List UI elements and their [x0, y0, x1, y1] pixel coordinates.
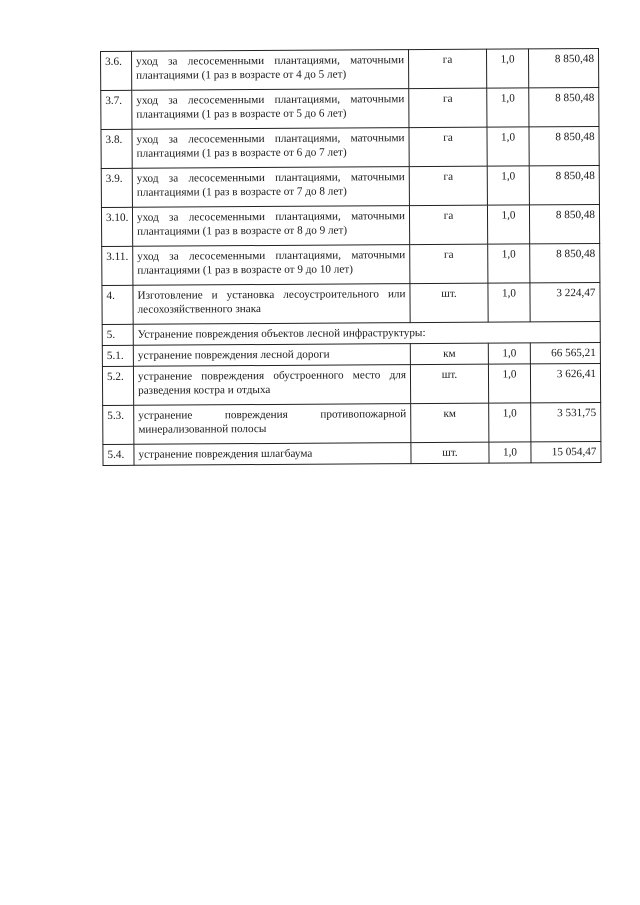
unit-of-measure: шт. [411, 442, 489, 463]
work-description: устранение повреждения лесной дороги [133, 344, 410, 367]
quantity: 1,0 [487, 88, 529, 127]
section-heading: Устранение повреждения объектов лесной инфраструктуры: [133, 321, 600, 345]
work-description: устранение повреждения шлагбаума [134, 443, 411, 466]
unit-of-measure: га [408, 49, 486, 88]
quantity: 1,0 [488, 283, 530, 322]
work-description: уход за лесосеменными плантациями, маточными плантациями (1 раз в возрасте от 4 до 5 лет) [132, 50, 409, 91]
quantity: 1,0 [487, 205, 529, 244]
table-row [102, 243, 600, 285]
quantity: 1,0 [488, 244, 530, 283]
unit-of-measure: шт. [410, 283, 488, 322]
row-number: 3.9. [101, 168, 132, 207]
unit-of-measure: га [409, 127, 487, 166]
table-row [101, 165, 599, 207]
price: 3 531,75 [531, 402, 601, 441]
table-row [102, 282, 600, 324]
price: 66 565,21 [530, 342, 600, 363]
unit-of-measure: га [409, 205, 487, 244]
row-number: 5.4. [103, 444, 134, 465]
row-number: 5.1. [102, 345, 133, 366]
unit-of-measure: км [410, 343, 488, 364]
quantity: 1,0 [489, 403, 531, 442]
work-description: уход за лесосеменными плантациями, маточными плантациями (1 раз в возрасте от 5 до 6 лет) [132, 89, 409, 130]
price: 15 054,47 [531, 441, 601, 462]
price: 3 224,47 [530, 282, 600, 321]
price: 8 850,48 [530, 243, 600, 282]
quantity: 1,0 [488, 364, 530, 403]
unit-of-measure: шт. [410, 364, 488, 403]
table-row [102, 363, 600, 405]
table-row [101, 48, 599, 90]
row-number: 5.3. [103, 405, 134, 444]
work-description: уход за лесосеменными плантациями, маточными плантациями (1 раз в возрасте от 8 до 9 лет) [132, 206, 409, 247]
quantity: 1,0 [486, 49, 528, 88]
quantity: 1,0 [489, 442, 531, 463]
work-description: уход за лесосеменными плантациями, маточными плантациями (1 раз в возрасте от 6 до 7 лет) [132, 128, 409, 169]
price: 8 850,48 [529, 165, 599, 204]
quantity: 1,0 [487, 127, 529, 166]
work-description: устранение повреждения противопожарной минерализованной полосы [134, 404, 411, 445]
row-number: 3.8. [101, 129, 132, 168]
table-row [101, 204, 599, 246]
work-description: уход за лесосеменными плантациями, маточными плантациями (1 раз в возрасте от 7 до 8 лет) [132, 167, 409, 208]
row-number: 3.7. [101, 90, 132, 129]
table-row [102, 342, 600, 366]
unit-of-measure: га [409, 88, 487, 127]
work-description: устранение повреждения обустроенного место для разведения костра и отдыха [133, 365, 410, 406]
price: 8 850,48 [529, 126, 599, 165]
section-row [102, 321, 600, 345]
work-description: Изготовление и установка лесоустроительного или лесохозяйственного знака [133, 284, 410, 325]
table-row [103, 402, 601, 444]
table-row [101, 126, 599, 168]
price: 8 850,48 [529, 87, 599, 126]
price: 8 850,48 [528, 48, 598, 87]
unit-of-measure: га [409, 166, 487, 205]
row-number: 3.6. [101, 51, 132, 90]
work-description: уход за лесосеменными плантациями, маточными плантациями (1 раз в возрасте от 9 до 10 лет) [133, 245, 410, 286]
table-row [103, 441, 601, 465]
row-number: 4. [102, 285, 133, 324]
row-number: 3.10. [101, 207, 132, 246]
table-row [101, 87, 599, 129]
row-number: 5.2. [102, 366, 133, 405]
rates-table [100, 48, 602, 466]
quantity: 1,0 [487, 166, 529, 205]
price: 8 850,48 [529, 204, 599, 243]
unit-of-measure: га [410, 244, 488, 283]
row-number: 5. [102, 324, 133, 345]
row-number: 3.11. [102, 246, 133, 285]
quantity: 1,0 [488, 343, 530, 364]
unit-of-measure: км [411, 403, 489, 442]
price: 3 626,41 [530, 363, 600, 402]
